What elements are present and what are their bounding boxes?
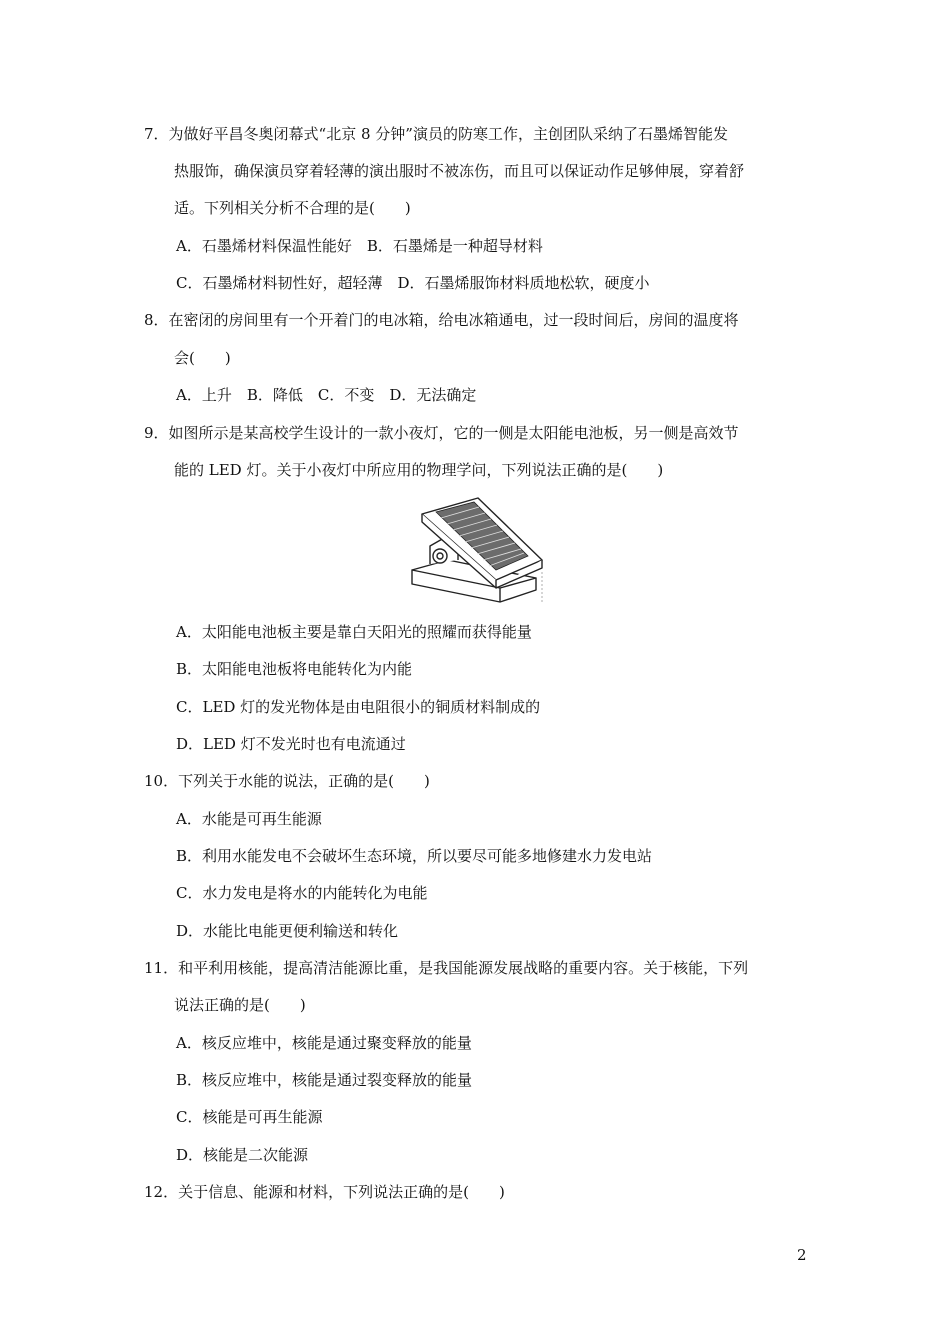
- question-11-line-1: [144, 958, 748, 978]
- question-8-options: A．上升 B．降低 C．不变 D．无法确定: [176, 386, 477, 404]
- question-text: 下列关于水能的说法，正确的是( ): [178, 772, 430, 790]
- question-7-line-1: [144, 124, 728, 144]
- question-10-option-c: C．水力发电是将水的内能转化为电能: [176, 884, 428, 902]
- question-9-option-b: B．太阳能电池板将电能转化为内能: [176, 660, 413, 678]
- question-11-option-a: A．核反应堆中，核能是通过聚变释放的能量: [176, 1034, 472, 1052]
- question-11-option-c: C．核能是可再生能源: [176, 1108, 323, 1126]
- question-10-option-b: B．利用水能发电不会破坏生态环境，所以要尽可能多地修建水力发电站: [176, 847, 653, 865]
- question-11-line-2: 说法正确的是( ): [174, 996, 306, 1014]
- page-number: 2: [797, 1246, 807, 1264]
- question-number: 8．: [144, 311, 169, 329]
- solar-night-light-figure: [408, 494, 548, 612]
- question-number: 12．: [144, 1183, 179, 1201]
- question-7-line-2: 热服饰，确保演员穿着轻薄的演出服时不被冻伤，而且可以保证动作足够伸展，穿着舒: [174, 162, 745, 180]
- question-8-line-1: [144, 310, 739, 330]
- question-text: 关于信息、能源和材料，下列说法正确的是( ): [178, 1183, 505, 1201]
- question-10-option-d: D．水能比电能更便利输送和转化: [176, 922, 399, 940]
- question-text: 在密闭的房间里有一个开着门的电冰箱，给电冰箱通电，过一段时间后，房间的温度将: [168, 311, 739, 329]
- question-11-option-d: D．核能是二次能源: [176, 1146, 309, 1164]
- question-10-option-a: A．水能是可再生能源: [176, 810, 322, 828]
- question-7-options-row-1: A．石墨烯材料保温性能好 B．石墨烯是一种超导材料: [176, 237, 543, 255]
- question-text: 和平利用核能，提高清洁能源比重，是我国能源发展战略的重要内容。关于核能，下列: [178, 959, 749, 977]
- question-11-option-b: B．核反应堆中，核能是通过裂变释放的能量: [176, 1071, 473, 1089]
- question-10-line-1: [144, 771, 430, 791]
- question-text: 如图所示是某高校学生设计的一款小夜灯，它的一侧是太阳能电池板，另一侧是高效节: [168, 424, 739, 442]
- question-7-options-row-2: C．石墨烯材料韧性好，超轻薄 D．石墨烯服饰材料质地松软，硬度小: [176, 274, 650, 292]
- question-number: 9．: [144, 424, 169, 442]
- question-9-option-a: A．太阳能电池板主要是靠白天阳光的照耀而获得能量: [176, 623, 532, 641]
- question-7-line-3: 适。下列相关分析不合理的是( ): [174, 199, 411, 217]
- question-9-line-2: 能的 LED 灯。关于小夜灯中所应用的物理学问，下列说法正确的是( ): [174, 461, 664, 479]
- question-number: 11．: [144, 959, 179, 977]
- question-number: 7．: [144, 125, 169, 143]
- question-12-line-1: [144, 1182, 505, 1202]
- question-text: 为做好平昌冬奥闭幕式“北京 8 分钟”演员的防寒工作，主创团队采纳了石墨烯智能发: [168, 125, 728, 143]
- question-9-line-1: [144, 423, 739, 443]
- question-9-option-c: C．LED 灯的发光物体是由电阻很小的铜质材料制成的: [176, 698, 541, 716]
- question-9-option-d: D．LED 灯不发光时也有电流通过: [176, 735, 406, 753]
- question-8-line-2: 会( ): [174, 349, 231, 367]
- question-number: 10．: [144, 772, 179, 790]
